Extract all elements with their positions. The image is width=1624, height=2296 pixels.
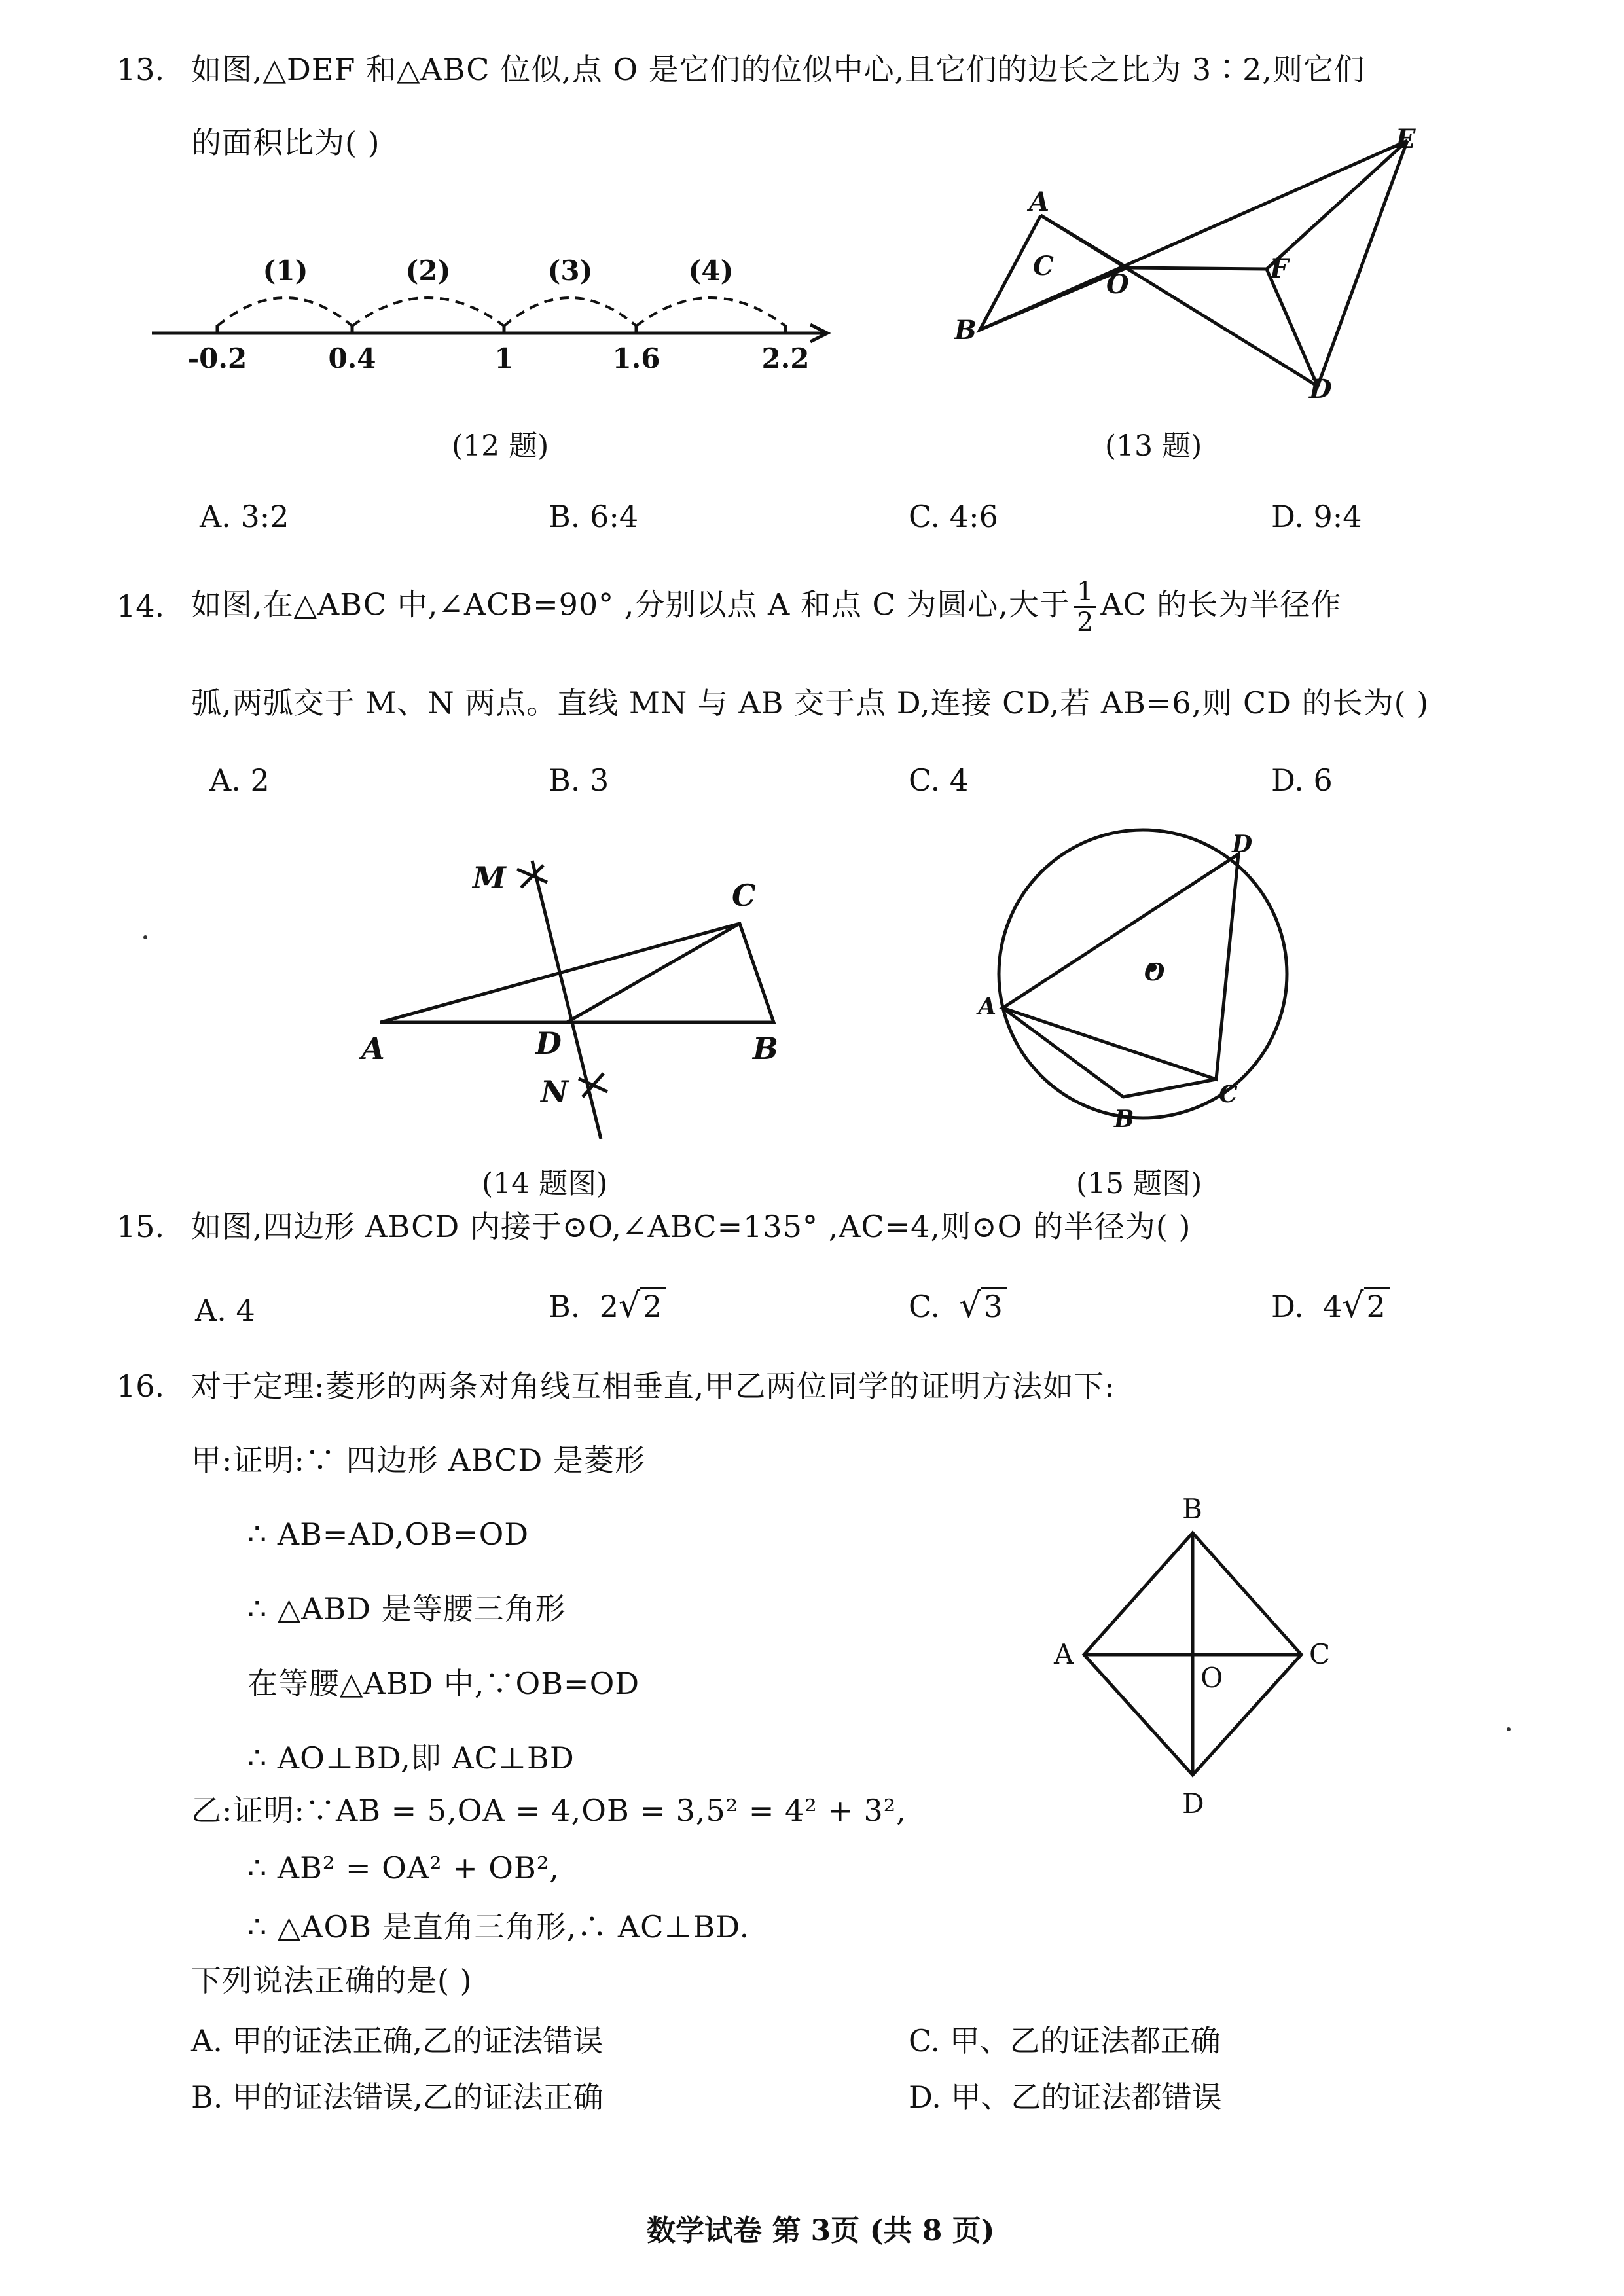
q16-option-d: D. 甲、乙的证法都错误 — [909, 2079, 1222, 2115]
fig13-caption: (13 题) — [1105, 429, 1202, 463]
q16-number: 16. — [117, 1369, 165, 1404]
radical-sign: √ — [1342, 1286, 1364, 1325]
q15-option-a: A. 4 — [195, 1293, 255, 1328]
q14-line2: 弧,两弧交于 M、N 两点。直线 MN 与 AB 交于点 D,连接 CD,若 AB=6,则 CD 的长为( ) — [191, 685, 1430, 721]
q14-fraction-numerator: 1 — [1074, 579, 1096, 608]
q14-line1 — [191, 579, 1341, 636]
page-footer: 数学试卷 第 3页 (共 8 页) — [647, 2214, 995, 2248]
q16-jia-line-4: 在等腰△ABD 中,∵OB=OD — [247, 1666, 640, 1701]
q16-jia-line-5: ∴ AO⊥BD,即 AC⊥BD — [247, 1740, 575, 1776]
fig12-tick-label-1: -0.2 — [187, 342, 247, 374]
q15-option-b-radicand: 2 — [640, 1287, 666, 1324]
q14-fraction — [1074, 579, 1096, 636]
q16-option-b: B. 甲的证法错误,乙的证法正确 — [191, 2079, 604, 2115]
q13-option-b: B. 6:4 — [549, 499, 639, 534]
fig14-label-n: N — [541, 1074, 569, 1109]
q14-line1-part-a: 如图,在△ABC 中,∠ACB=90° ,分别以点 A 和点 C 为圆心,大于 — [191, 586, 1070, 622]
fig15-circle — [999, 830, 1287, 1118]
fig15-caption: (15 题图) — [1076, 1167, 1202, 1200]
fig12-tick-label-3: 1 — [494, 342, 514, 374]
fig14-segment-cd — [567, 924, 740, 1022]
fig12-tick-label-4: 1.6 — [612, 342, 660, 374]
fig12-hop-1 — [217, 298, 352, 326]
q14-option-b: B. 3 — [549, 762, 609, 798]
q15-text: 如图,四边形 ABCD 内接于⊙O,∠ABC=135° ,AC=4,则⊙O 的半径为( ) — [191, 1209, 1191, 1244]
q16-yi-line-2: ∴ AB² = OA² + OB², — [247, 1850, 560, 1886]
fig12-caption: (12 题) — [452, 429, 549, 463]
fig14-arc-mark-m — [517, 865, 547, 888]
q13-option-a: A. 3:2 — [200, 499, 289, 534]
scan-speck — [143, 935, 147, 939]
fig13-label-c: C — [1033, 251, 1054, 281]
fig16-label-a: A — [1054, 1638, 1074, 1670]
q14-option-c: C. 4 — [909, 762, 969, 798]
q15-option-c-label: C. — [909, 1289, 941, 1324]
q16-jia-line-1: 甲:证明:∵ 四边形 ABCD 是菱形 — [191, 1443, 645, 1478]
fig13-label-f: F — [1270, 253, 1289, 284]
q14-fraction-denominator: 2 — [1076, 607, 1094, 637]
fig13-label-b: B — [954, 315, 977, 346]
fig15-figure — [999, 830, 1287, 1118]
fig12-hop-2 — [352, 298, 504, 326]
q15-option-d-label: D. — [1271, 1289, 1304, 1324]
q15-option-d-radicand: 2 — [1364, 1287, 1390, 1324]
q13-line1: 如图,△DEF 和△ABC 位似,点 O 是它们的位似中心,且它们的边长之比为 3∶2,则它们 — [191, 52, 1365, 87]
q15-option-d-coefficient: 4 — [1323, 1289, 1343, 1324]
q16-option-c: C. 甲、乙的证法都正确 — [909, 2023, 1221, 2058]
fig14-caption: (14 题图) — [482, 1167, 608, 1200]
q13-option-d: D. 9:4 — [1271, 499, 1362, 534]
q15-option-d — [1271, 1286, 1390, 1325]
fig12-tick-label-2: 0.4 — [328, 342, 376, 374]
fig15-label-d: D — [1232, 831, 1253, 858]
fig13-label-e: E — [1396, 124, 1416, 154]
q15-option-c — [909, 1286, 1007, 1325]
fig13-label-o: O — [1106, 269, 1129, 300]
q15-option-c-radicand: 3 — [981, 1287, 1007, 1324]
q14-option-a: A. 2 — [209, 762, 270, 798]
fig14-label-m: M — [473, 860, 506, 895]
fig15-label-c: C — [1219, 1081, 1238, 1108]
q16-yi-line-1: 乙:证明:∵AB = 5,OA = 4,OB = 3,5² = 4² + 3², — [191, 1793, 907, 1828]
scan-speck — [1507, 1727, 1511, 1731]
fig13-line-be — [980, 141, 1407, 330]
radical-sign: √ — [959, 1286, 981, 1325]
q14-number: 14. — [117, 588, 165, 624]
fig14-label-d: D — [535, 1026, 562, 1061]
fig12-hop-3 — [504, 298, 636, 326]
fig12-hop-4 — [636, 298, 785, 326]
fig13-label-d: D — [1309, 374, 1332, 404]
fig14-label-a: A — [361, 1031, 385, 1066]
fig14-label-b: B — [753, 1031, 778, 1066]
fig13-line-cf — [1127, 268, 1267, 269]
q13-line2: 的面积比为( ) — [191, 125, 380, 160]
fig12-arc-label-2: (2) — [405, 255, 451, 287]
radical-sign: √ — [618, 1286, 641, 1325]
fig14-figure — [380, 861, 774, 1139]
fig16-label-c: C — [1309, 1638, 1331, 1670]
fig16-label-d: D — [1182, 1787, 1204, 1820]
q14-option-d: D. 6 — [1271, 762, 1333, 798]
fig12-arc-label-1: (1) — [262, 255, 308, 287]
q13-number: 13. — [117, 52, 165, 87]
fig13-label-a: A — [1029, 187, 1050, 217]
fig15-chords-abc — [1003, 1008, 1216, 1097]
fig15-label-o: O — [1144, 959, 1165, 986]
q16-yi-line-3: ∴ △AOB 是直角三角形,∴ AC⊥BD. — [247, 1909, 750, 1945]
q15-option-b-label: B. — [549, 1289, 581, 1324]
fig14-label-c: C — [732, 878, 756, 913]
q15-number: 15. — [117, 1209, 165, 1244]
q16-jia-line-2: ∴ AB=AD,OB=OD — [247, 1516, 530, 1552]
q14-line1-part-b: AC 的长为半径作 — [1100, 586, 1342, 622]
fig16-label-b: B — [1182, 1493, 1202, 1525]
fig15-triangle-dac — [1003, 854, 1238, 1079]
fig14-arc-mark-n — [579, 1073, 607, 1097]
q16-question: 下列说法正确的是( ) — [191, 1963, 473, 1998]
fig15-label-a: A — [978, 993, 996, 1020]
fig16-figure — [1084, 1533, 1301, 1775]
q16-option-a: A. 甲的证法正确,乙的证法错误 — [191, 2023, 604, 2058]
fig16-label-o: O — [1200, 1662, 1223, 1694]
q15-option-b-coefficient: 2 — [599, 1289, 619, 1324]
q16-intro: 对于定理:菱形的两条对角线互相垂直,甲乙两位同学的证明方法如下: — [191, 1369, 1115, 1404]
fig15-label-b: B — [1114, 1105, 1134, 1133]
q15-option-b — [549, 1286, 666, 1325]
fig12-arc-label-4: (4) — [688, 255, 734, 287]
fig12-tick-label-5: 2.2 — [761, 342, 810, 374]
fig12-arc-label-3: (3) — [547, 255, 593, 287]
q13-option-c: C. 4:6 — [909, 499, 998, 534]
q16-jia-line-3: ∴ △ABD 是等腰三角形 — [247, 1591, 566, 1626]
